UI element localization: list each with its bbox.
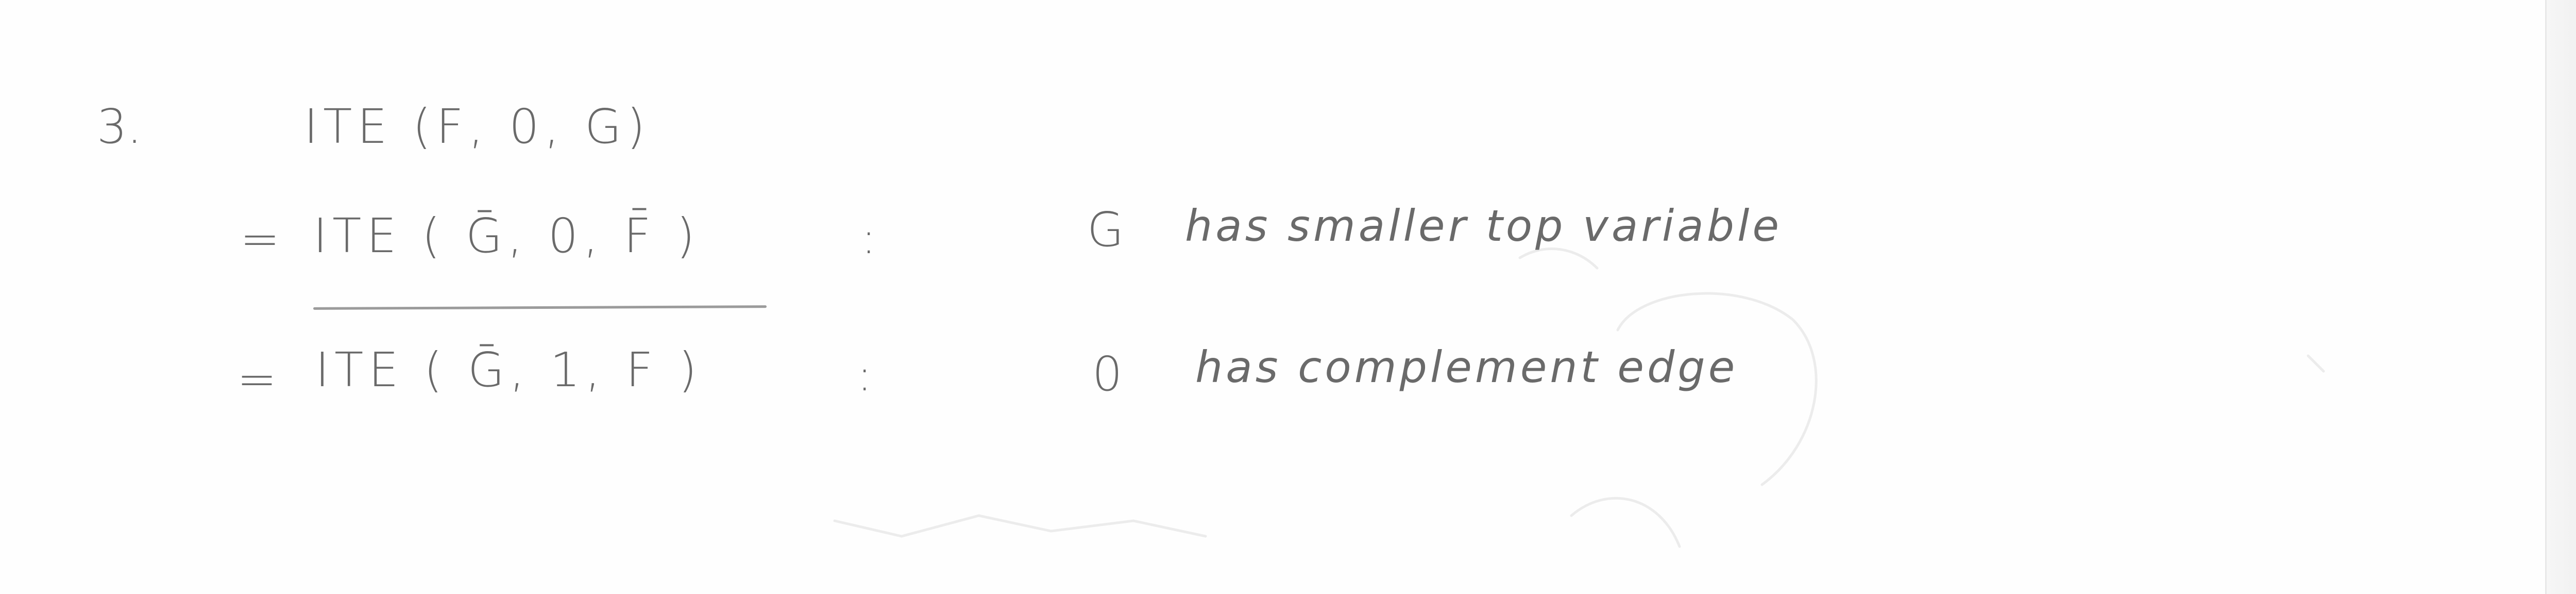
line-3-reason-symbol: 0 (1092, 346, 1128, 402)
line-2-reason-symbol: G (1087, 202, 1129, 257)
line-2-colon: : (861, 213, 876, 263)
line-3-expression: ITE ( Ḡ, 1, F ) (315, 342, 702, 398)
line-1-expression: ITE (F, 0, G) (304, 99, 651, 154)
line-2-reason: has smaller top variable (1185, 201, 1783, 251)
line-3-colon: : (857, 350, 872, 401)
line-3-equals: = (237, 352, 277, 407)
line-3-reason: has complement edge (1195, 342, 1738, 392)
page-edge-shadow (2545, 0, 2576, 594)
problem-number: 3. (97, 99, 142, 154)
line-2-equals: = (240, 211, 280, 267)
line-2-expression: ITE ( Ḡ, 0, F̄ ) (313, 208, 700, 263)
